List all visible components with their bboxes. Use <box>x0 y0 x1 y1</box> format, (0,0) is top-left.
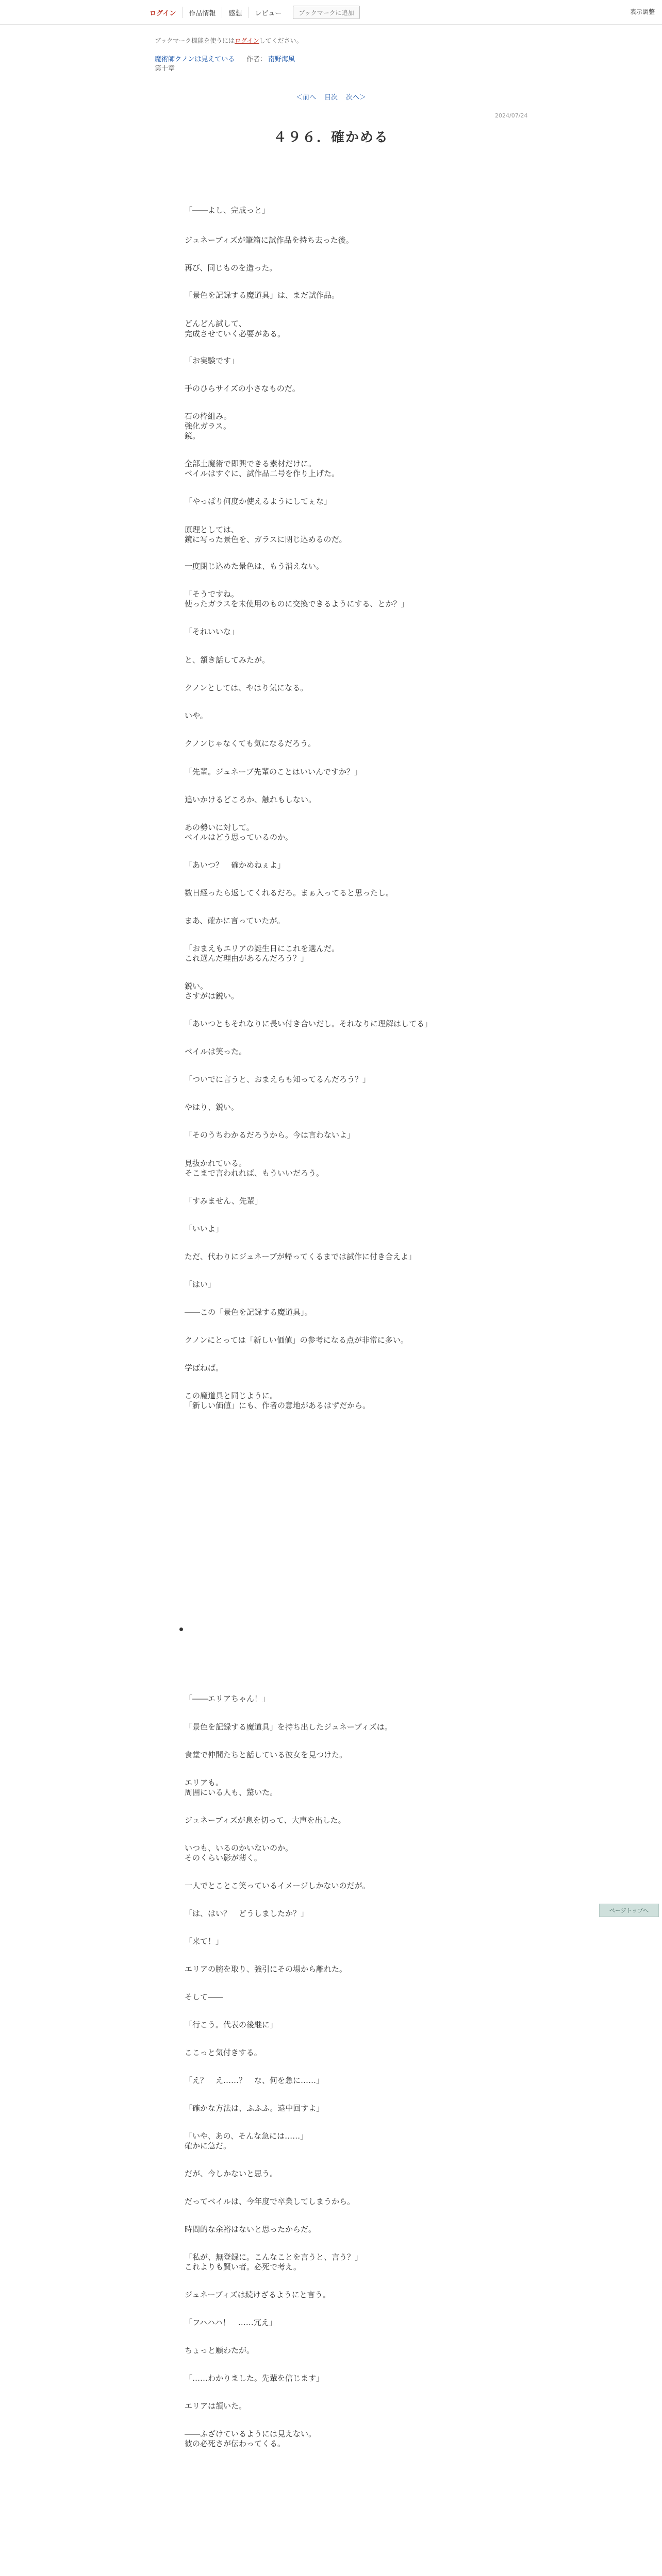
body-line: クノンにとっては「新しい価値」の参考になる点が非常に多い。 <box>185 1335 408 1345</box>
body-line: 「来て！」 <box>185 1937 224 1946</box>
scene-separator <box>179 1628 183 1631</box>
publish-date: 2024/07/24 <box>495 112 528 119</box>
body-line: 周囲にいる人も、驚いた。 <box>185 1788 278 1797</box>
body-line: 「いや、あの、そんな急には……」 <box>185 2131 308 2141</box>
body-line: と、頷き話してみたが。 <box>185 655 270 665</box>
body-line: ここっと気付きする。 <box>185 2048 262 2057</box>
body-line: 一度閉じ込めた景色は、もう消えない。 <box>185 562 324 571</box>
body-line: エリアは頷いた。 <box>185 2401 247 2411</box>
body-line: 「景色を記録する魔道具」は、まだ試作品。 <box>185 291 340 300</box>
body-line: 「いいよ」 <box>185 1224 224 1233</box>
body-line: そのくらい影が薄く。 <box>185 1853 262 1862</box>
body-line: だが、今しかないと思う。 <box>185 2169 278 2178</box>
body-line: 「お実験です」 <box>185 356 239 365</box>
body-line: 時間的な余裕はないと思ったからだ。 <box>185 2225 317 2234</box>
body-line: そして―― <box>185 1992 224 2002</box>
body-line: 使ったガラスを未使用のものに交換できるようにする、とか？」 <box>185 599 409 608</box>
author-label: 作者： <box>246 56 267 63</box>
body-line: ジュネーブィズが筆箱に試作品を持ち去った後。 <box>185 235 354 245</box>
body-line: 「新しい価値」にも、作者の意地があるはずだから。 <box>185 1401 371 1410</box>
prev-link[interactable]: ＜前へ <box>295 94 316 101</box>
body-line: ベイルは笑った。 <box>185 1047 247 1056</box>
body-line: 学ばねば。 <box>185 1363 224 1372</box>
body-line: 「ついでに言うと、おまえらも知ってるんだろう？」 <box>185 1075 371 1084</box>
body-line: 完成させていく必要がある。 <box>185 329 286 338</box>
body-line: ベイルはどう思っているのか。 <box>185 833 293 842</box>
body-line: 数日経ったら返してくれるだろ。まぁ入ってると思ったし。 <box>185 888 394 897</box>
body-line: これよりも賢い者。必死で考え。 <box>185 2262 301 2272</box>
body-line: 強化ガラス。 <box>185 421 231 431</box>
body-line: さすがは鋭い。 <box>185 991 239 1001</box>
body-line: 「行こう。代表の後継に」 <box>185 2020 278 2029</box>
body-line: ただ、代わりにジュネーブが帰ってくるまでは試作に付き合えよ」 <box>185 1252 416 1261</box>
body-line: クノンじゃなくても気になるだろう。 <box>185 739 316 748</box>
body-line: 「おまえもエリアの誕生日にこれを選んだ。 <box>185 944 340 953</box>
body-line: 「すみません、先輩」 <box>185 1196 262 1206</box>
nav-info[interactable]: 作品情報 <box>182 7 222 18</box>
body-line: この魔道具と同じように。 <box>185 1391 278 1400</box>
body-line: 鋭い。 <box>185 981 208 991</box>
nav-login[interactable]: ログイン <box>150 9 176 18</box>
body-line: そこまで言われれば、もういいだろう。 <box>185 1168 324 1178</box>
body-line: 「先輩。ジュネーブ先輩のことはいいんですか？」 <box>185 767 362 776</box>
body-line: 「やっぱり何度か使えるようにしてぇな」 <box>185 497 332 506</box>
body-line: ――この「景色を記録する魔道具」。 <box>185 1308 312 1317</box>
body-line: ――ふざけているようには見えない。 <box>185 2429 317 2438</box>
nav-review[interactable]: レビュー <box>248 7 288 18</box>
body-line: 原理としては、 <box>185 525 239 534</box>
bookmark-notice <box>155 36 303 45</box>
body-line: 「景色を記録する魔道具」を持ち出したジュネーブィズは。 <box>185 1722 392 1732</box>
nav-impressions[interactable]: 感想 <box>222 7 248 18</box>
display-settings-link[interactable]: 表示調整 <box>630 8 655 15</box>
episode-title: ４９６．確かめる <box>273 130 389 145</box>
body-line: 確かに急だ。 <box>185 2141 231 2150</box>
header-nav <box>150 0 360 25</box>
body-line: 「確かな方法は、ふふふ。遠中回すよ」 <box>185 2104 324 2113</box>
site-header <box>0 0 662 25</box>
body-line: 再び、同じものを造った。 <box>185 263 277 273</box>
body-line: いや。 <box>185 711 208 720</box>
body-line: 「は、はい？ どうしましたか？」 <box>185 1909 309 1918</box>
next-link[interactable]: 次へ＞ <box>346 94 367 101</box>
body-line: 石の枠組み。 <box>185 412 231 421</box>
body-line: 「そのうちわかるだろうから。今は言わないよ」 <box>185 1130 355 1140</box>
body-line: 全部土魔術で即興できる素材だけに。 <box>185 459 317 468</box>
body-line: 「……わかりました。先輩を信じます」 <box>185 2374 324 2383</box>
body-line: 食堂で仲間たちと話している彼女を見つけた。 <box>185 1750 347 1759</box>
author-link[interactable]: 南野海風 <box>268 56 295 63</box>
novel-title-link[interactable]: 魔術師クノンは見えている <box>155 56 235 63</box>
notice-text-before: ブックマーク機能を使うには <box>155 37 235 44</box>
body-line: 「私が、無登録に。こんなことを言うと、言う？」 <box>185 2252 363 2262</box>
notice-text-after: してください。 <box>259 37 303 44</box>
body-line: 見抜かれている。 <box>185 1159 247 1168</box>
body-line: 一人でとことこ笑っているイメージしかないのだが。 <box>185 1881 370 1890</box>
body-line: 鏡に写った景色を、ガラスに閉じ込めるのだ。 <box>185 535 347 544</box>
body-line: 「フハハハ！ ……冗え」 <box>185 2318 277 2327</box>
body-line: あの勢いに対して。 <box>185 823 254 832</box>
toc-link[interactable]: 目次 <box>324 94 338 101</box>
body-line: 彼の必死さが伝わってくる。 <box>185 2439 285 2448</box>
body-line: どんどん試して、 <box>185 319 246 328</box>
page-top-button[interactable]: ページトップへ <box>599 1904 659 1917</box>
body-line: ジュネーブィズが息を切って、大声を出した。 <box>185 1816 346 1825</box>
body-line: だってベイルは、今年度で卒業してしまうから。 <box>185 2197 355 2206</box>
body-line: 手のひらサイズの小さなものだ。 <box>185 384 300 393</box>
body-line: 鏡。 <box>185 431 201 440</box>
chapter-label: 第十章 <box>155 65 175 73</box>
body-line: クノンとしては、やはり気になる。 <box>185 683 308 692</box>
body-line: 「はい」 <box>185 1280 216 1289</box>
notice-login-link[interactable]: ログイン <box>235 37 259 44</box>
body-line: ちょっと願わたが。 <box>185 2346 255 2355</box>
body-line: これ選んだ理由があるんだろう？」 <box>185 954 309 963</box>
body-line: 追いかけるどころか、触れもしない。 <box>185 795 317 804</box>
body-line: ジュネーブィズは続けざるようにと言う。 <box>185 2290 330 2299</box>
body-line: ベイルはすぐに、試作品二号を作り上げた。 <box>185 469 340 478</box>
body-line: 「あいつともそれなりに長い付き合いだし。それなりに理解はしてる」 <box>185 1019 433 1028</box>
body-line: 「そうですね。 <box>185 589 239 599</box>
body-line: エリアの腕を取り、強引にその場から離れた。 <box>185 1964 347 1974</box>
body-line: 「え？ え……？ な、何を急に……」 <box>185 2076 324 2085</box>
body-line: 「――よし、完成っと」 <box>185 206 270 215</box>
body-line: 「それいいな」 <box>185 627 239 636</box>
bookmark-button[interactable]: ブックマークに追加 <box>293 6 359 19</box>
body-line: やはり、鋭い。 <box>185 1103 239 1112</box>
body-line: エリアも。 <box>185 1778 224 1787</box>
body-line: 「あいつ？ 確かめねぇよ」 <box>185 860 286 870</box>
episode-pager <box>0 92 662 101</box>
body-line: いつも、いるのかいないのか。 <box>185 1843 293 1853</box>
body-line: 「――エリアちゃん！」 <box>185 1694 270 1703</box>
body-line: まあ、確かに言っていたが。 <box>185 916 285 925</box>
